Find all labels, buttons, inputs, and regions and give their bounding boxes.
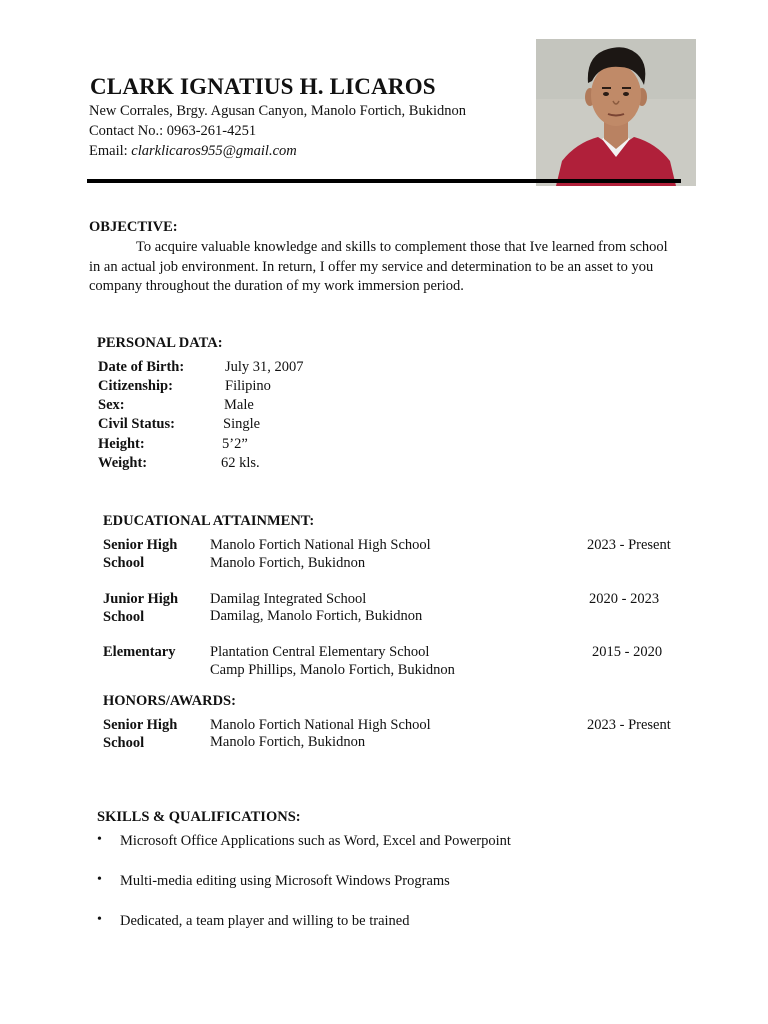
personal-value: 5’2”	[222, 436, 248, 452]
address: New Corrales, Brgy. Agusan Canyon, Manolo Fortich, Bukidnon	[89, 103, 466, 119]
education-place: Manolo Fortich, Bukidnon	[210, 555, 366, 571]
honors-school: Manolo Fortich National High School	[210, 717, 431, 733]
honors-years: 2023 - Present	[587, 717, 671, 733]
honors-level: School	[103, 735, 145, 751]
honors-level: Senior High	[103, 717, 178, 733]
email-address: clarklicaros955@gmail.com	[131, 143, 297, 159]
personal-label: Height:	[98, 436, 145, 452]
person-photo-icon	[536, 39, 696, 186]
personal-value: Single	[223, 416, 261, 432]
honors-place: Manolo Fortich, Bukidnon	[210, 734, 366, 750]
skills-heading: SKILLS & QUALIFICATIONS:	[97, 809, 301, 825]
education-years: 2015 - 2020	[592, 644, 663, 660]
education-heading: EDUCATIONAL ATTAINMENT:	[103, 513, 315, 529]
personal-label: Date of Birth:	[98, 359, 185, 375]
contact-number: Contact No.: 0963-261-4251	[89, 123, 257, 139]
education-place: Damilag, Manolo Fortich, Bukidnon	[210, 608, 423, 624]
education-level: Senior High	[103, 537, 178, 553]
education-level: Elementary	[103, 644, 176, 660]
personal-value: Male	[224, 397, 254, 413]
bullet-icon: •	[97, 872, 102, 887]
email-line	[89, 143, 297, 160]
education-place: Camp Phillips, Manolo Fortich, Bukidnon	[210, 662, 455, 678]
email-label: Email:	[89, 143, 132, 159]
education-level: School	[103, 555, 145, 571]
personal-value: 62 kls.	[221, 455, 260, 471]
header-divider	[87, 179, 681, 183]
personal-value: July 31, 2007	[225, 359, 304, 375]
bullet-icon: •	[97, 832, 102, 847]
bullet-icon: •	[97, 912, 102, 927]
personal-label: Weight:	[98, 455, 148, 471]
personal-value: Filipino	[225, 378, 271, 394]
honors-heading: HONORS/AWARDS:	[103, 693, 236, 709]
personal-label: Citizenship:	[98, 378, 173, 394]
education-school: Damilag Integrated School	[210, 591, 367, 607]
personal-label: Civil Status:	[98, 416, 175, 432]
personal-label: Sex:	[98, 397, 125, 413]
education-school: Plantation Central Elementary School	[210, 644, 430, 660]
applicant-name: CLARK IGNATIUS H. LICAROS	[90, 74, 436, 99]
skill-item: Microsoft Office Applications such as Word, Excel and Powerpoint	[120, 833, 511, 849]
education-years: 2020 - 2023	[589, 591, 660, 607]
skill-item: Dedicated, a team player and willing to be trained	[120, 913, 410, 929]
personal-data-heading: PERSONAL DATA:	[97, 335, 223, 351]
education-level: School	[103, 609, 145, 625]
education-school: Manolo Fortich National High School	[210, 537, 431, 553]
applicant-photo	[536, 39, 696, 186]
skill-item: Multi-media editing using Microsoft Windows Programs	[120, 873, 450, 889]
education-years: 2023 - Present	[587, 537, 671, 553]
education-level: Junior High	[103, 591, 179, 607]
objective-heading: OBJECTIVE:	[89, 219, 178, 235]
objective-text: To acquire valuable knowledge and skills to complement those that Ive learned from school in an actual job environment. In return, I offer my service and determination to be an asset to you company throughout the duration of my work immersion period.	[89, 239, 668, 294]
